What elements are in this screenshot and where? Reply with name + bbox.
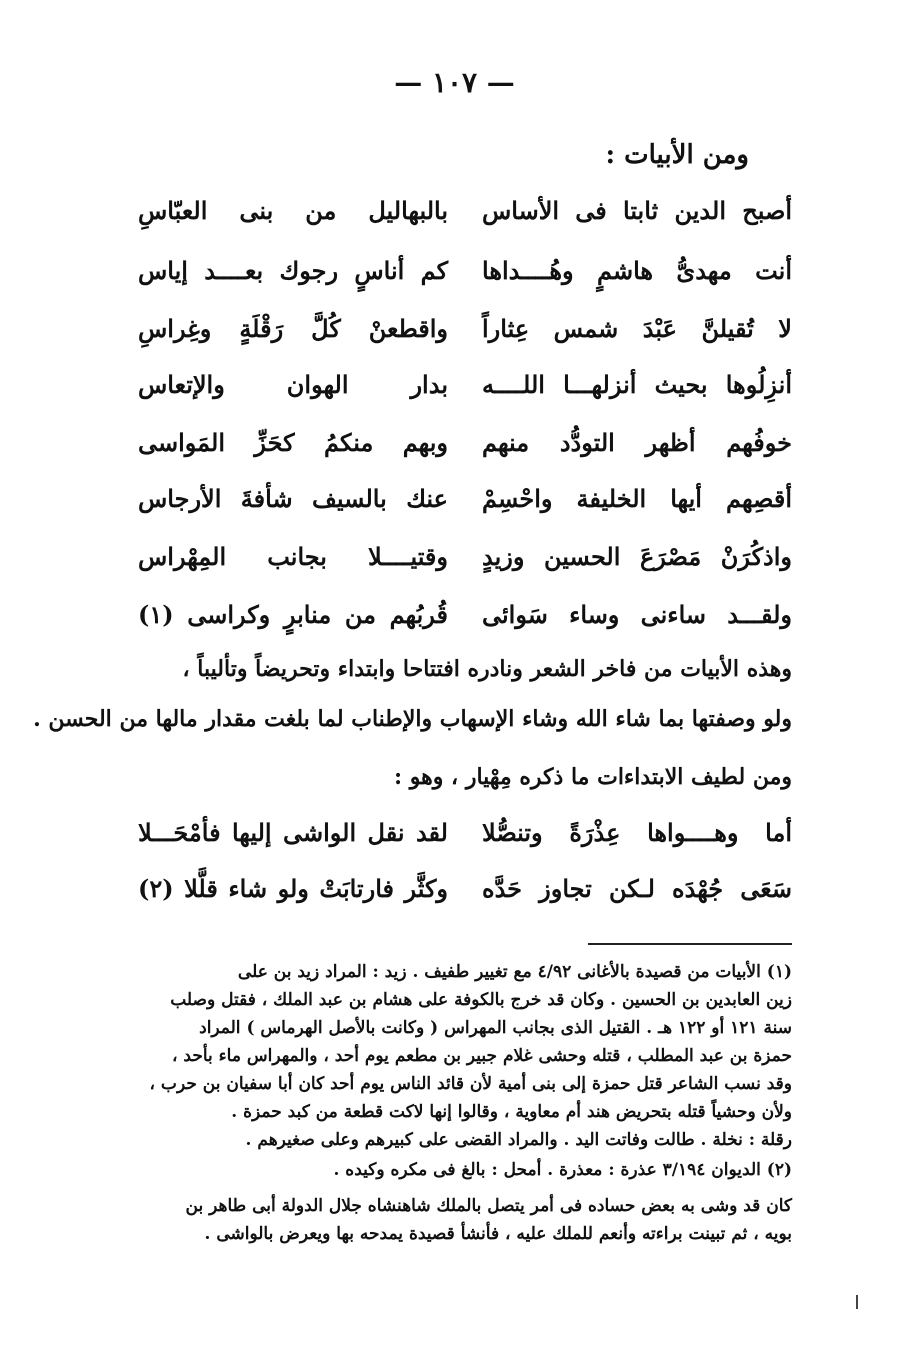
verse-second-hemistich: كم أناسٍ رجوك بعــــد إياس bbox=[138, 256, 448, 285]
footnote-line: (١) الأبيات من قصيدة بالأغانى ٤/٩٢ مع تغيير طفيف . زيد : المراد زيد بن على bbox=[237, 962, 792, 982]
verse-first-hemistich: خوفُهم أظهر التودُّد منهم bbox=[482, 428, 792, 457]
footnote-line: زين العابدين بن الحسين . وكان قد خرج بالكوفة على هشام بن عبد الملك ، فقتل وصلب bbox=[170, 990, 792, 1010]
poem-verse bbox=[138, 314, 792, 358]
footnote-line: بويه ، ثم تبينت براءته وأنعم للملك عليه ، فأنشأ قصيدة يمدحه بها ويعرض بالواشى . bbox=[204, 1224, 792, 1244]
verse-second-hemistich: لقد نقل الواشى إليها فأمْحَـــلا bbox=[138, 818, 448, 847]
footnote-line: (٢) الديوان ٣/١٩٤ عذرة : معذرة . أمحل : بالغ فى مكره وكيده . bbox=[333, 1160, 792, 1180]
footnote-divider bbox=[588, 943, 792, 945]
poem-verse bbox=[138, 256, 792, 300]
footnote-line: وقد نسب الشاعر قتل حمزة إلى بنى أمية لأن قائد الناس يوم أحد كان أبا سفيان بن حرب ، bbox=[149, 1074, 792, 1094]
verse-first-hemistich: أنت مهدىُّ هاشمٍ وهُــــداها bbox=[482, 256, 792, 285]
poem-verse bbox=[138, 818, 792, 862]
poem-verse bbox=[138, 484, 792, 528]
verse-second-hemistich: واقطعنْ كُلَّ رَقْلَةٍ وغِراسِ bbox=[138, 314, 448, 343]
verse-first-hemistich: أصبح الدين ثابتا فى الأساس bbox=[482, 196, 792, 225]
commentary-line: وهذه الأبيات من فاخر الشعر ونادره افتتاحا وابتداء وتحريضاً وتأليباً ، bbox=[182, 656, 792, 682]
poem-verse bbox=[138, 370, 792, 414]
verse-first-hemistich: أنزِلُوها بحيث أنزلهـــا اللــــه bbox=[482, 370, 792, 399]
verse-second-hemistich: وكثَّر فارتابَتْ ولو شاء قلَّلا (٢) bbox=[138, 874, 448, 903]
poem-verse bbox=[138, 196, 792, 240]
verse-first-hemistich: واذكُرَنْ مَصْرَعَ الحسين وزيدٍ bbox=[482, 542, 792, 571]
footnote-line: ولأن وحشياً قتله بتحريض هند أم معاوية ، وقالوا إنها لاكت قطعة من كبد حمزة . bbox=[231, 1102, 792, 1122]
poem-verse bbox=[138, 600, 792, 644]
verse-second-hemistich: وقتيــــلا بجانب المِهْراس bbox=[138, 542, 448, 571]
verse-first-hemistich: سَعَى جُهْدَه لـكن تجاوز حَدَّه bbox=[482, 874, 792, 903]
poem-verse bbox=[138, 542, 792, 586]
footnote-line: حمزة بن عبد المطلب ، قتله وحشى غلام جبير بن مطعم يوم أحد ، والمهراس ماء بأحد ، bbox=[171, 1046, 792, 1066]
verse-first-hemistich: لا تُقيلنَّ عَبْدَ شمس عِثاراً bbox=[482, 314, 792, 343]
intro-heading: ومن الأبيات : bbox=[605, 140, 749, 170]
verse-first-hemistich: أقصِهم أيها الخليفة واحْسِمْ bbox=[482, 484, 792, 513]
verse-second-hemistich: قُربُهم من منابرٍ وكراسى (١) bbox=[138, 600, 448, 629]
footnote-line: سنة ١٢١ أو ١٢٢ هـ . القتيل الذى بجانب المهراس ( وكانت بالأصل الهرماس ) المراد bbox=[199, 1018, 792, 1038]
intro-mihyar: ومن لطيف الابتداءات ما ذكره مِهْيار ، وهو : bbox=[394, 764, 792, 790]
footnote-line: رقلة : نخلة . طالت وفاتت اليد . والمراد القضى على كبيرهم وعلى صغيرهم . bbox=[245, 1130, 792, 1150]
verse-second-hemistich: وبهم منكمُ كحَزِّ المَواسى bbox=[138, 428, 448, 457]
verse-second-hemistich: بالبهاليل من بنى العبّاسِ bbox=[138, 196, 448, 225]
verse-second-hemistich: عنك بالسيف شأفةَ الأرجاس bbox=[138, 484, 448, 513]
poem-verse bbox=[138, 874, 792, 918]
footnote-line: كان قد وشى به بعض حساده فى أمر يتصل بالملك شاهنشاه جلال الدولة أبى طاهر بن bbox=[185, 1196, 792, 1216]
page-number: — ١٠٧ — bbox=[394, 66, 515, 99]
verse-first-hemistich: أما وهــــواها عِذْرَةً وتنصُّلا bbox=[482, 818, 792, 847]
verse-second-hemistich: بدار الهوان والإتعاس bbox=[138, 370, 448, 399]
scan-mark bbox=[856, 1295, 858, 1309]
poem-verse bbox=[138, 428, 792, 472]
verse-first-hemistich: ولقـــد ساءنى وساء سَوائى bbox=[482, 600, 792, 629]
commentary-line: ولو وصفتها بما شاء الله وشاء الإسهاب والإطناب لما بلغت مقدار مالها من الحسن . bbox=[33, 706, 792, 732]
